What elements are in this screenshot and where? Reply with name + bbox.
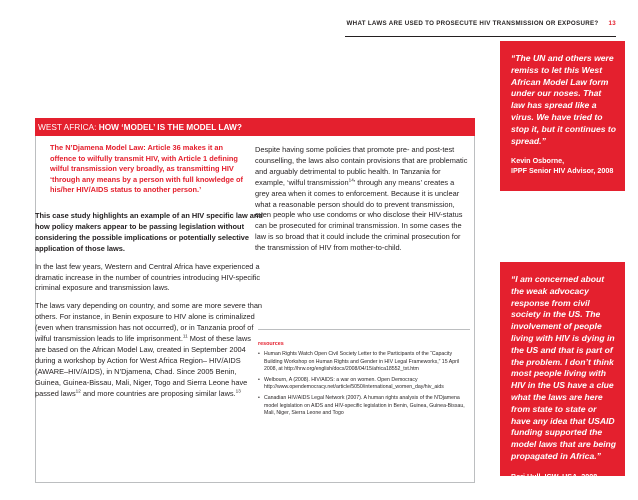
paragraph-2: In the last few years, Western and Central Africa have experienced a dramatic increase in the number of countries introducing HIV-specific criminal exposure and transmission laws. [35, 261, 261, 293]
left-column [35, 211, 263, 407]
resources-title: resources [258, 341, 284, 347]
resource-item: • Welbourn, A (2008). HIV/AIDS: a war on women. Open Democracy http://www.opendemocracy.net/article/5050/international_women_day/hiv_aids [258, 376, 444, 391]
footnote-13: 13 [235, 388, 241, 394]
pull-quote-attribution [511, 156, 617, 176]
heading-question: HOW ‘MODEL’ IS THE MODEL LAW? [98, 122, 242, 132]
resource-text: Welbourn, A (2008). HIV/AIDS: a war on women. Open Democracy http://www.opendemocracy.net/article/5050/international_women_day/hiv_aids [264, 376, 444, 391]
pull-quote-text: “I am concerned about the weak advocacy response from civil society in the US. The involvement of people living with HIV is dying in the US and that is part of the problem. I don’t think most people living with HIV in the US have a clue what the laws are here from state to state or have any idea that USAID funding supported the model laws that are being propagated in Africa.” [511, 274, 617, 461]
resource-item: • Human Rights Watch Open Civil Society Letter to the Participants of the “Capacity Building Workshop on Human Rights and Gender in HIV Legal Frameworks,” 15 April 2008, at http://hrw.org/english/docs/2008/04/15/africa18552_txt.htm [258, 351, 460, 373]
p3-text-c: and more countries are proposing similar laws. [80, 388, 236, 398]
heading-region: WEST AFRICA: [38, 122, 97, 132]
p3-text-b: Most of these laws are based on the African Model Law, created in September 2004 during a workshop by Action for West Africa Region– HIV/AIDS (AWARE–HIV/AIDS), in N’Djamena, Chad. Since 2005 Benin, Guinea, Guinea-Bissau, Mali, Niger, Togo and Sierra Leone have passed laws [35, 334, 251, 398]
resource-text: Human Rights Watch Open Civil Society Letter to the Participants of the “Capacity Building Workshop on Human Rights and Gender in HIV Legal Frameworks,” 15 April 2008, at http://hrw.org/english/docs/2008/04/15/africa18552_txt.htm [264, 351, 460, 373]
intro-paragraph: This case study highlights an example of an HIV specific law and how policy makers appear to be passing legislation without considering the possible implications or potentially selective application of those laws. [35, 211, 263, 253]
attribution-name: Kevin Osborne, [511, 156, 565, 166]
right-column [255, 145, 470, 254]
case-study-heading [35, 118, 475, 136]
resources-list [258, 351, 470, 418]
attribution-role: IPPF Senior HIV Advisor, 2008 [511, 166, 614, 176]
resources-block [258, 329, 470, 421]
r1-text-a: Despite having some policies that promote pre- and post-test counselling, the laws also contain provisions that are problematic and arguably detrimental to public health. In Tanzania for example, ‘wilful transmission [255, 145, 468, 187]
running-header [347, 20, 616, 27]
paragraph-3 [35, 301, 263, 399]
lead-quote: The N’Djamena Model Law: Article 36 makes it an offence to wilfully transmit HIV, with Article 1 defining wilful transmission very broadly, as transmitting HIV ‘through any means by a person with full knowledge of his/her HIV/AIDS status to another person.’ [50, 143, 243, 195]
resource-item: • Canadian HIV/AIDS Legal Network (2007). A human rights analysis of the N’Djamena model legislation on AIDS and HIV-specific legislation in Benin, Guinea, Guinea-Bissau, Mali, Niger, Sierra Leone and Togo [258, 394, 465, 417]
header-title: WHAT LAWS ARE USED TO PROSECUTE HIV TRANSMISSION OR EXPOSURE? [346, 20, 599, 27]
pull-quote-hull [500, 262, 625, 481]
p3-text-a: The laws vary depending on country, and some are more severe than others. For instance, in Benin exposure to HIV alone is criminalized (even when transmission has not occurred), or in Tanzania proof of wilful transmission leads to life imprisonment. [35, 301, 263, 344]
r1-text-b: ’ through any means’ creates a grey area when it comes to enforcement. Because it is unclear what a reasonable person should do to prevent transmission, even people who use condoms or who disclose their HIV-status can be prosecuted for criminal transmission. In some cases the law is so broad that it could include the criminal prosecution for the transmission of HIV from mother-to-child. [255, 177, 463, 253]
header-rule [345, 36, 616, 37]
pull-quote-osborne [500, 41, 625, 191]
pull-quote-attribution: Beri Hull, ICW, USA, 2008 [511, 471, 598, 481]
pull-quote-text: “The UN and others were remiss to let this West African Model Law form under our noses. That law has spread like a virus. We have tried to stop it, but it continues to spread.” [511, 53, 617, 146]
page-number: 13 [608, 20, 616, 27]
footnote-12: 12 [75, 388, 81, 394]
footnote-11: 11 [182, 333, 188, 339]
right-paragraph [255, 145, 470, 254]
resource-text: Canadian HIV/AIDS Legal Network (2007). A human rights analysis of the N’Djamena model legislation on AIDS and HIV-specific legislation in Benin, Guinea, Guinea-Bissau, Mali, Niger, Sierra Leone and Togo [264, 394, 465, 417]
footnote-14: 14 [348, 177, 354, 183]
